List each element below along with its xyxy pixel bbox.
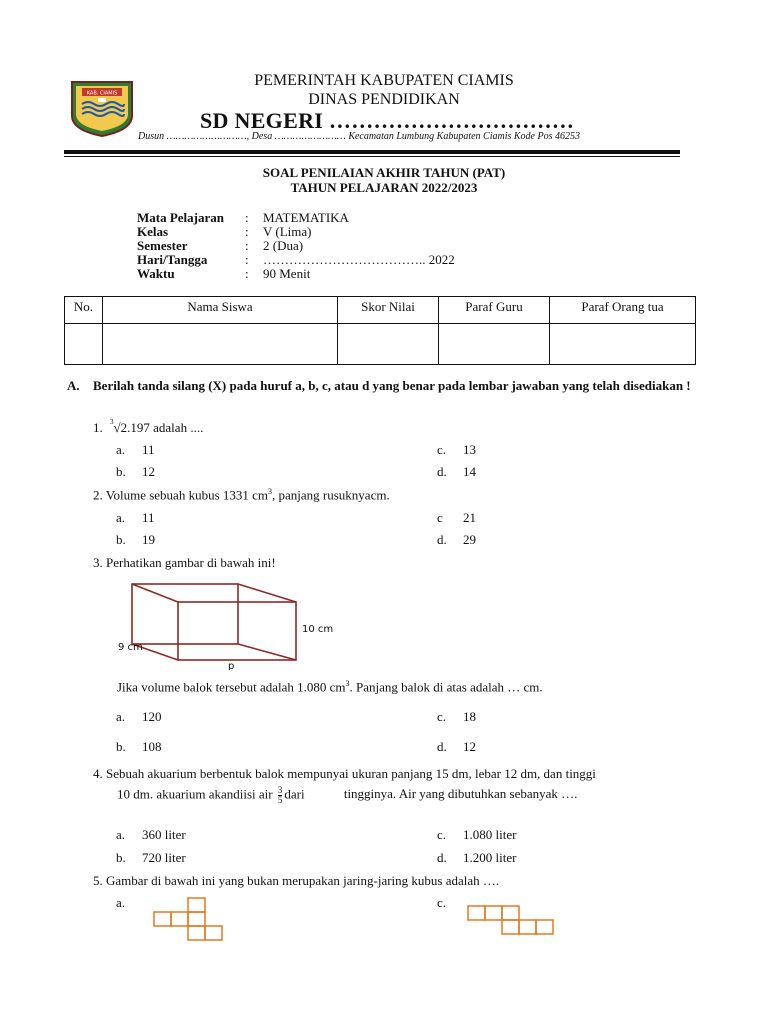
- info-colon: :: [245, 224, 249, 239]
- question-text: Gambar di bawah ini yang bukan merupakan jaring-jaring kubus adalah ….: [106, 873, 500, 888]
- option-text: 120: [142, 709, 162, 724]
- fraction-denominator: 5: [277, 795, 283, 805]
- info-label: Hari/Tangga: [137, 252, 208, 267]
- question-number: 4.: [93, 766, 103, 781]
- exam-info: [137, 211, 455, 281]
- info-value: V (Lima): [263, 224, 312, 239]
- section-instruction: [67, 378, 707, 393]
- option-a[interactable]: [116, 709, 162, 725]
- cell-student-name[interactable]: [103, 324, 338, 365]
- info-colon: :: [245, 252, 249, 267]
- option-key: a.: [116, 442, 126, 457]
- question-3: [93, 555, 276, 571]
- option-c[interactable]: [437, 709, 476, 725]
- option-key: c.: [437, 827, 447, 842]
- info-value: MATEMATIKA: [263, 210, 349, 225]
- option-text: 720 liter: [142, 850, 186, 865]
- question-text: Sebuah akuarium berbentuk balok mempunyai ukuran panjang 15 dm, lebar 12 dm, dan tinggi: [106, 766, 596, 781]
- option-text: 1.080 liter: [463, 827, 517, 842]
- info-row: [137, 239, 455, 253]
- school-address: Dusun ………………………, Desa …………………… Kecamatan Lumbung Kabupaten Ciamis Kode Pos 46253: [138, 131, 580, 142]
- option-key: d.: [437, 850, 447, 865]
- cube-net-option-c: [466, 904, 558, 938]
- option-text: 108: [142, 739, 162, 754]
- cube-net-option-a: [150, 896, 226, 942]
- rectangular-prism-figure: [118, 578, 358, 670]
- government-header: PEMERINTAH KABUPATEN CIAMIS: [254, 72, 514, 89]
- info-colon: :: [245, 266, 249, 281]
- option-key: a.: [116, 510, 126, 525]
- option-a[interactable]: [116, 895, 142, 911]
- label-length: p: [228, 661, 235, 670]
- question-number: 1.: [93, 420, 103, 435]
- option-key: d.: [437, 739, 447, 754]
- question-5: [93, 873, 499, 889]
- logo-text: KAB. CIAMIS: [86, 90, 118, 97]
- option-text: 13: [463, 442, 476, 457]
- cell-score[interactable]: [338, 324, 439, 365]
- question-2: [93, 487, 390, 503]
- info-label: Kelas: [137, 224, 169, 239]
- root-index: 3: [110, 418, 114, 426]
- cell-parent-sign[interactable]: [550, 324, 696, 365]
- info-row: [137, 225, 455, 239]
- question-text: Jika volume balok tersebut adalah 1.080 cm: [117, 679, 346, 695]
- info-label: Waktu: [137, 266, 175, 281]
- section-letter: A.: [67, 378, 80, 393]
- question-text: dari: [284, 786, 305, 802]
- option-d[interactable]: [437, 464, 476, 480]
- option-key: a.: [116, 895, 126, 910]
- fraction: [278, 786, 283, 805]
- question-text: Volume sebuah kubus 1331 cm: [105, 487, 269, 503]
- question-number: 2.: [93, 487, 103, 503]
- option-key: d.: [437, 532, 447, 547]
- cell-teacher-sign[interactable]: [439, 324, 550, 365]
- question-1: [93, 418, 203, 436]
- academic-year: TAHUN PELAJARAN 2022/2023: [290, 180, 478, 195]
- option-key: b.: [116, 464, 126, 479]
- info-row: [137, 267, 455, 281]
- col-header-student-name: Nama Siswa: [103, 297, 338, 324]
- question-4: [93, 766, 596, 782]
- option-d[interactable]: [437, 532, 476, 548]
- option-a[interactable]: [116, 510, 155, 526]
- table-header-row: [65, 297, 696, 324]
- fraction-numerator: 3: [277, 785, 283, 795]
- option-text: 12: [142, 464, 155, 479]
- option-key: a.: [116, 709, 126, 724]
- question-text: tingginya. Air yang dibutuhkan sebanyak ….: [343, 786, 578, 802]
- info-colon: :: [245, 238, 249, 253]
- option-b[interactable]: [116, 464, 155, 480]
- option-c[interactable]: [437, 827, 516, 843]
- exam-title: SOAL PENILAIAN AKHIR TAHUN (PAT): [262, 165, 506, 180]
- info-value: ……………………………….. 2022: [263, 252, 455, 267]
- option-key: c.: [437, 895, 447, 910]
- option-a[interactable]: [116, 827, 186, 843]
- superscript: 3: [268, 487, 273, 496]
- question-4-line2: [117, 786, 577, 805]
- option-text: 11: [142, 442, 155, 457]
- col-header-parent-sign: Paraf Orang tua: [550, 297, 696, 324]
- question-3-followup: [117, 679, 543, 695]
- option-key: b.: [116, 850, 126, 865]
- option-text: 11: [142, 510, 155, 525]
- table-row: [65, 324, 696, 365]
- department-header: DINAS PENDIDIKAN: [308, 91, 460, 108]
- label-width: 9 cm: [118, 642, 143, 653]
- option-d[interactable]: [437, 739, 476, 755]
- option-text: 12: [463, 739, 476, 754]
- option-text: 18: [463, 709, 476, 724]
- option-text: 360 liter: [142, 827, 186, 842]
- option-key: c.: [437, 442, 447, 457]
- superscript: 3: [345, 679, 350, 688]
- option-text: 1.200 liter: [463, 850, 517, 865]
- score-table: [64, 296, 696, 365]
- school-name: SD NEGERI ……………………………: [200, 108, 575, 133]
- root-symbol-icon: √: [113, 420, 121, 435]
- question-number: 5.: [93, 873, 103, 888]
- option-key: c: [437, 510, 443, 525]
- question-text: , panjang rusuknyacm.: [272, 487, 390, 503]
- question-text: 2.197 adalah ....: [120, 420, 204, 435]
- section-instruction-text: Berilah tanda silang (X) pada huruf a, b, c, atau d yang benar pada lembar jawaban yang telah disediakan !: [93, 378, 691, 393]
- cube-root-expression: [110, 420, 203, 435]
- option-key: a.: [116, 827, 126, 842]
- option-key: d.: [437, 464, 447, 479]
- header-rule-thin: [64, 156, 680, 157]
- label-height: 10 cm: [302, 624, 334, 635]
- option-text: 29: [463, 532, 476, 547]
- prism-back-face: [132, 584, 238, 644]
- option-a[interactable]: [116, 442, 155, 458]
- col-header-no: No.: [65, 297, 103, 324]
- info-value: 90 Menit: [263, 266, 311, 281]
- question-text: Perhatikan gambar di bawah ini!: [106, 555, 276, 570]
- option-b[interactable]: [116, 850, 186, 866]
- option-text: 14: [463, 464, 476, 479]
- col-header-score: Skor Nilai: [338, 297, 439, 324]
- option-b[interactable]: [116, 739, 162, 755]
- header-rule: [64, 150, 680, 154]
- info-row: [137, 253, 455, 267]
- col-header-teacher-sign: Paraf Guru: [439, 297, 550, 324]
- info-row: [137, 211, 455, 225]
- option-b[interactable]: [116, 532, 155, 548]
- info-label: Mata Pelajaran: [137, 210, 225, 225]
- option-key: c.: [437, 709, 447, 724]
- option-text: 19: [142, 532, 155, 547]
- info-value: 2 (Dua): [263, 238, 304, 253]
- option-c[interactable]: [437, 895, 463, 911]
- option-key: b.: [116, 739, 126, 754]
- cell-no[interactable]: [65, 324, 103, 365]
- option-d[interactable]: [437, 850, 516, 866]
- question-text: . Panjang balok di atas adalah … cm.: [349, 679, 543, 695]
- option-text: 21: [463, 510, 476, 525]
- info-label: Semester: [137, 238, 188, 253]
- question-text: 10 dm. akuarium akandiisi air: [117, 786, 273, 802]
- option-key: b.: [116, 532, 126, 547]
- prism-front-face: [178, 602, 296, 660]
- option-c[interactable]: [437, 442, 476, 458]
- question-number: 3.: [93, 555, 103, 570]
- ciamis-regency-logo: [68, 78, 136, 138]
- option-c[interactable]: [437, 510, 476, 526]
- info-colon: :: [245, 210, 249, 225]
